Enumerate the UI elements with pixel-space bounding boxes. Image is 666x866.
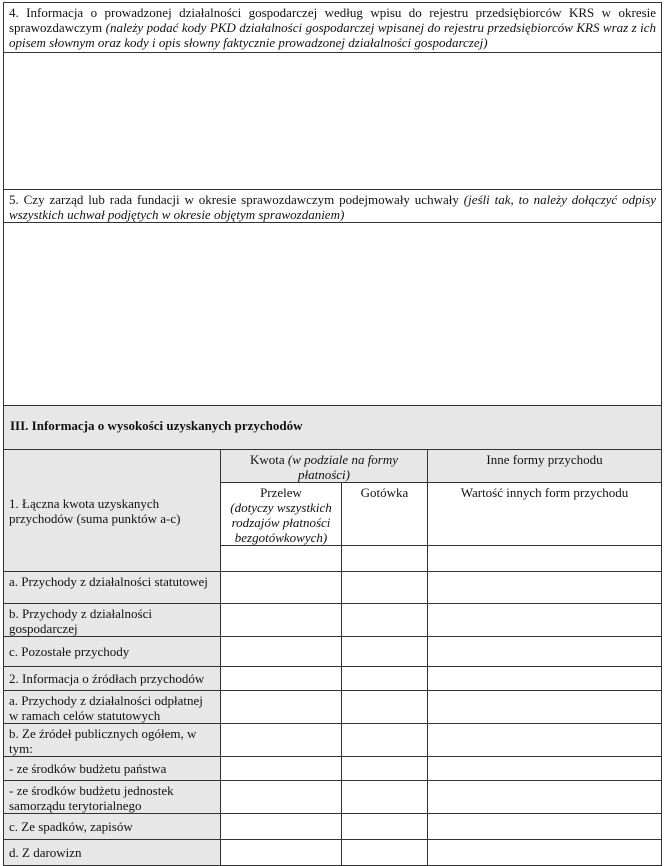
wartosc-header: Wartość innych form przychodu xyxy=(428,483,662,546)
przelew-cell[interactable] xyxy=(221,691,342,724)
table-row xyxy=(4,814,662,840)
inne-cell[interactable] xyxy=(428,691,662,724)
row-label: d. Z darowizn xyxy=(4,840,221,866)
gotowka-header: Gotówka xyxy=(342,483,428,546)
kwota-note: (w podziale na formy płatności) xyxy=(287,452,399,482)
inne-cell[interactable] xyxy=(428,724,662,757)
inne-formy-header: Inne formy przychodu xyxy=(428,450,662,483)
gotowka-cell[interactable] xyxy=(342,667,428,691)
total-gotowka-cell[interactable] xyxy=(342,546,428,572)
table-row xyxy=(4,724,662,757)
revenue-header-row-1 xyxy=(4,450,662,483)
przelew-cell[interactable] xyxy=(221,572,342,604)
przelew-cell[interactable] xyxy=(221,637,342,667)
inne-cell[interactable] xyxy=(428,604,662,637)
przelew-cell[interactable] xyxy=(221,724,342,757)
kwota-label: Kwota xyxy=(249,452,285,467)
row-label: c. Pozostałe przychody xyxy=(4,637,221,667)
przelew-cell[interactable] xyxy=(221,757,342,781)
section3-title: III. Informacja o wysokości uzyskanych przychodów xyxy=(4,406,662,450)
table-row xyxy=(4,637,662,667)
gotowka-cell[interactable] xyxy=(342,781,428,814)
section4-question-row xyxy=(4,3,662,53)
row-label: - ze środków budżetu państwa xyxy=(4,757,221,781)
section5-answer-field[interactable] xyxy=(4,223,662,406)
przelew-cell[interactable] xyxy=(221,667,342,691)
gotowka-cell[interactable] xyxy=(342,840,428,866)
table-row xyxy=(4,572,662,604)
table-row xyxy=(4,667,662,691)
inne-cell[interactable] xyxy=(428,840,662,866)
przelew-cell[interactable] xyxy=(221,814,342,840)
row-label: b. Ze źródeł publicznych ogółem, w tym: xyxy=(4,724,221,757)
row-label: c. Ze spadków, zapisów xyxy=(4,814,221,840)
table-row xyxy=(4,840,662,866)
gotowka-cell[interactable] xyxy=(342,637,428,667)
row-label: a. Przychody z działalności statutowej xyxy=(4,572,221,604)
row-label: 2. Informacja o źródłach przychodów xyxy=(4,667,221,691)
section5-question-row xyxy=(4,190,662,223)
section4-text: 4. Informacja o prowadzonej działalności gospodarczej według wpisu do rejestru przedsiębiorców KRS w okresie sprawozdawczym xyxy=(9,5,657,35)
row-label: a. Przychody z działalności odpłatnej w ramach celów statutowych xyxy=(4,691,221,724)
gotowka-cell[interactable] xyxy=(342,814,428,840)
section3-header-row xyxy=(4,406,662,450)
przelew-cell[interactable] xyxy=(221,840,342,866)
gotowka-cell[interactable] xyxy=(342,604,428,637)
total-przelew-cell[interactable] xyxy=(221,546,342,572)
inne-cell[interactable] xyxy=(428,757,662,781)
total-inne-cell[interactable] xyxy=(428,546,662,572)
section4-answer-field[interactable] xyxy=(4,53,662,190)
przelew-cell[interactable] xyxy=(221,604,342,637)
inne-cell[interactable] xyxy=(428,667,662,691)
section4-note: (należy podać kody PKD działalności gospodarczej wpisanej do rejestru przedsiębiorców KRS wraz z ich opisem słownym oraz kody i opis słowny faktycznie prowadzonej działalności gospodarczej) xyxy=(9,20,657,50)
table-row xyxy=(4,757,662,781)
section5-question xyxy=(4,190,662,223)
inne-cell[interactable] xyxy=(428,781,662,814)
gotowka-cell[interactable] xyxy=(342,691,428,724)
inne-cell[interactable] xyxy=(428,572,662,604)
przelew-note: (dotyczy wszystkich rodzajów płatności bezgotówkowych) xyxy=(230,500,332,545)
total-revenue-label: 1. Łączna kwota uzyskanych przychodów (suma punktów a-c) xyxy=(4,450,221,572)
kwota-header xyxy=(221,450,428,483)
table-row xyxy=(4,691,662,724)
inne-cell[interactable] xyxy=(428,814,662,840)
gotowka-cell[interactable] xyxy=(342,724,428,757)
section5-text: 5. Czy zarząd lub rada fundacji w okresie sprawozdawczym podejmowały uchwały xyxy=(9,192,459,207)
gotowka-cell[interactable] xyxy=(342,572,428,604)
table-row xyxy=(4,781,662,814)
section4-question xyxy=(4,3,662,53)
section5-answer-row xyxy=(4,223,662,406)
inne-cell[interactable] xyxy=(428,637,662,667)
section5-note: (jeśli tak, to należy dołączyć odpisy wszystkich uchwał podjętych w okresie objętym sprawozdaniem) xyxy=(9,192,657,222)
row-label: b. Przychody z działalności gospodarczej xyxy=(4,604,221,637)
przelew-header xyxy=(221,483,342,546)
section4-answer-row xyxy=(4,53,662,190)
row-label: - ze środków budżetu jednostek samorządu terytorialnego xyxy=(4,781,221,814)
gotowka-cell[interactable] xyxy=(342,757,428,781)
table-row xyxy=(4,604,662,637)
report-form-table xyxy=(3,2,662,866)
przelew-label: Przelew xyxy=(260,485,302,500)
przelew-cell[interactable] xyxy=(221,781,342,814)
